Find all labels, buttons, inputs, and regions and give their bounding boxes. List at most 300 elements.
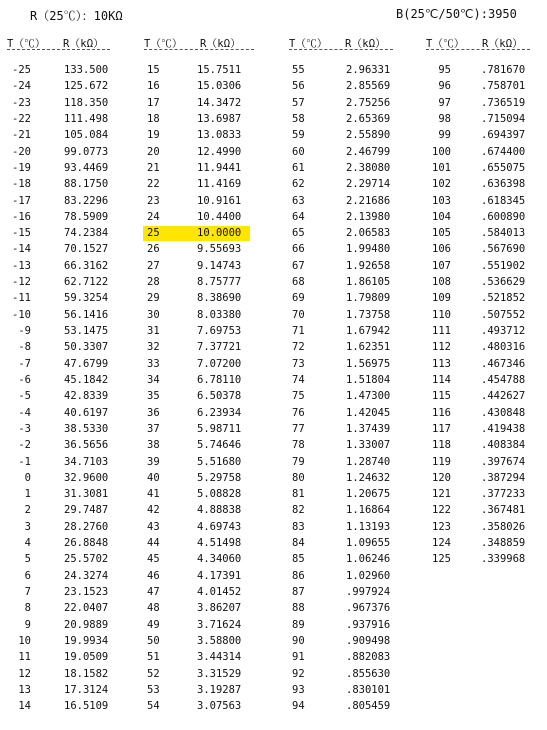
temperature-cell: 67 bbox=[292, 259, 305, 272]
temperature-cell: 116 bbox=[432, 406, 451, 419]
resistance-cell: 16.5109 bbox=[64, 700, 109, 713]
resistance-cell: 29.7487 bbox=[64, 504, 109, 517]
resistance-cell: 105.084 bbox=[64, 129, 109, 142]
temperature-cell: 84 bbox=[292, 537, 305, 550]
temperature-cell: 82 bbox=[292, 504, 305, 517]
temperature-cell: -25 bbox=[12, 64, 31, 76]
temperature-cell: 18 bbox=[147, 112, 160, 125]
resistance-cell: 2.75256 bbox=[346, 96, 391, 109]
resistance-cell: 2.55890 bbox=[346, 129, 391, 142]
temperature-cell: 102 bbox=[432, 178, 451, 191]
resistance-cell: 4.51498 bbox=[197, 537, 242, 550]
temperature-cell: 65 bbox=[292, 227, 305, 240]
resistance-cell: .387294 bbox=[481, 471, 526, 484]
resistance-cell: .551902 bbox=[481, 259, 526, 272]
resistance-cell: 70.1527 bbox=[64, 243, 109, 256]
resistance-cell: 2.96331 bbox=[346, 64, 391, 76]
resistance-cell: 25.5702 bbox=[64, 553, 109, 566]
resistance-cell: .430848 bbox=[481, 406, 526, 419]
temperature-cell: -19 bbox=[12, 161, 31, 174]
resistance-cell: 4.34060 bbox=[197, 553, 242, 566]
temperature-cell: -16 bbox=[12, 210, 31, 223]
resistance-cell: 11.9441 bbox=[197, 161, 242, 174]
temperature-cell: 54 bbox=[147, 700, 160, 713]
resistance-cell: 31.3081 bbox=[64, 488, 109, 501]
resistance-cell: 1.56975 bbox=[346, 357, 391, 370]
resistance-cell: 23.1523 bbox=[64, 586, 109, 598]
resistance-cell: 2.46799 bbox=[346, 145, 391, 158]
temperature-cell: 2 bbox=[24, 504, 31, 517]
temperature-cell: 23 bbox=[147, 194, 160, 207]
resistance-cell: 32.9600 bbox=[64, 471, 109, 484]
temperature-cell: 57 bbox=[292, 96, 305, 109]
temperature-cell: 122 bbox=[432, 504, 451, 517]
temperature-cell: 79 bbox=[292, 455, 305, 468]
resistance-header: R（kΩ） bbox=[200, 38, 241, 50]
resistance-cell: 10.9161 bbox=[197, 194, 242, 207]
resistance-cell: 24.3274 bbox=[64, 569, 109, 582]
resistance-cell: 1.79809 bbox=[346, 292, 391, 305]
resistance-cell: 7.07200 bbox=[197, 357, 242, 370]
resistance-cell: 1.06246 bbox=[346, 553, 391, 566]
header-divider bbox=[144, 49, 254, 50]
temperature-cell: 114 bbox=[432, 373, 451, 386]
resistance-cell: .367481 bbox=[481, 504, 526, 517]
temperature-cell: 73 bbox=[292, 357, 305, 370]
temperature-cell: 48 bbox=[147, 602, 160, 615]
resistance-cell: 3.71624 bbox=[197, 618, 242, 631]
temperature-cell: 43 bbox=[147, 520, 160, 533]
temperature-cell: 115 bbox=[432, 390, 451, 403]
temperature-cell: 105 bbox=[432, 227, 451, 240]
temperature-cell: 49 bbox=[147, 618, 160, 631]
temperature-cell: 110 bbox=[432, 308, 451, 321]
resistance-cell: 56.1416 bbox=[64, 308, 109, 321]
temperature-cell: 99 bbox=[438, 129, 451, 142]
resistance-cell: 4.88838 bbox=[197, 504, 242, 517]
temperature-header: T（℃） bbox=[7, 38, 46, 50]
temperature-cell: 93 bbox=[292, 683, 305, 696]
temperature-cell: 3 bbox=[24, 520, 31, 533]
resistance-cell: 125.672 bbox=[64, 80, 109, 93]
resistance-cell: 118.350 bbox=[64, 96, 109, 109]
resistance-cell: 14.3472 bbox=[197, 96, 242, 109]
resistance-cell: .584013 bbox=[481, 227, 526, 240]
resistance-cell: 11.4169 bbox=[197, 178, 242, 191]
resistance-cell: 2.13980 bbox=[346, 210, 391, 223]
resistance-cell: 17.3124 bbox=[64, 683, 109, 696]
temperature-cell: 26 bbox=[147, 243, 160, 256]
temperature-cell: 61 bbox=[292, 161, 305, 174]
temperature-cell: 70 bbox=[292, 308, 305, 321]
temperature-cell: -11 bbox=[12, 292, 31, 305]
temperature-cell: 125 bbox=[432, 553, 451, 566]
resistance-cell: .655075 bbox=[481, 161, 526, 174]
resistance-cell: .882083 bbox=[346, 651, 391, 664]
resistance-cell: 38.5330 bbox=[64, 422, 109, 435]
temperature-cell: 1 bbox=[24, 488, 31, 501]
temperature-cell: 6 bbox=[24, 569, 31, 582]
resistance-cell: .348859 bbox=[481, 537, 526, 550]
temperature-cell: 32 bbox=[147, 341, 160, 354]
temperature-cell: 14 bbox=[18, 700, 31, 713]
resistance-cell: .358026 bbox=[481, 520, 526, 533]
temperature-cell: 12 bbox=[18, 667, 31, 680]
temperature-cell: 68 bbox=[292, 276, 305, 289]
resistance-cell: .736519 bbox=[481, 96, 526, 109]
temperature-cell: 101 bbox=[432, 161, 451, 174]
temperature-cell: 13 bbox=[18, 683, 31, 696]
resistance-cell: 62.7122 bbox=[64, 276, 109, 289]
resistance-cell: 1.16864 bbox=[346, 504, 391, 517]
resistance-cell: 59.3254 bbox=[64, 292, 109, 305]
resistance-cell: 5.08828 bbox=[197, 488, 242, 501]
temperature-cell: 29 bbox=[147, 292, 160, 305]
temperature-cell: 97 bbox=[438, 96, 451, 109]
resistance-cell: 3.31529 bbox=[197, 667, 242, 680]
resistance-cell: .600890 bbox=[481, 210, 526, 223]
resistance-cell: 20.9889 bbox=[64, 618, 109, 631]
resistance-cell: 22.0407 bbox=[64, 602, 109, 615]
resistance-cell: .521852 bbox=[481, 292, 526, 305]
temperature-cell: 86 bbox=[292, 569, 305, 582]
temperature-cell: 104 bbox=[432, 210, 451, 223]
resistance-cell: 1.37439 bbox=[346, 422, 391, 435]
temperature-cell: -15 bbox=[12, 227, 31, 240]
temperature-cell: 40 bbox=[147, 471, 160, 484]
resistance-cell: 1.92658 bbox=[346, 259, 391, 272]
temperature-cell: 25 bbox=[147, 227, 160, 240]
resistance-cell: 88.1750 bbox=[64, 178, 109, 191]
temperature-cell: 9 bbox=[24, 618, 31, 631]
temperature-cell: 60 bbox=[292, 145, 305, 158]
resistance-cell: 53.1475 bbox=[64, 325, 109, 337]
temperature-cell: -8 bbox=[18, 341, 31, 354]
temperature-cell: -17 bbox=[12, 194, 31, 207]
temperature-cell: 117 bbox=[432, 422, 451, 435]
temperature-cell: 44 bbox=[147, 537, 160, 550]
temperature-header: T（℃） bbox=[144, 38, 183, 50]
temperature-cell: 15 bbox=[147, 64, 160, 76]
temperature-cell: 63 bbox=[292, 194, 305, 207]
resistance-cell: .855630 bbox=[346, 667, 391, 680]
resistance-cell: 10.0000 bbox=[197, 227, 242, 240]
resistance-cell: 3.19287 bbox=[197, 683, 242, 696]
temperature-cell: 28 bbox=[147, 276, 160, 289]
resistance-cell: .480316 bbox=[481, 341, 526, 354]
resistance-cell: .830101 bbox=[346, 683, 391, 696]
resistance-cell: 42.8339 bbox=[64, 390, 109, 403]
resistance-cell: 4.69743 bbox=[197, 520, 242, 533]
temperature-cell: 123 bbox=[432, 520, 451, 533]
temperature-cell: -9 bbox=[18, 325, 31, 337]
resistance-cell: 19.9934 bbox=[64, 634, 109, 647]
resistance-cell: 111.498 bbox=[64, 112, 109, 125]
resistance-cell: .967376 bbox=[346, 602, 391, 615]
resistance-cell: 1.73758 bbox=[346, 308, 391, 321]
temperature-cell: 59 bbox=[292, 129, 305, 142]
resistance-cell: .636398 bbox=[481, 178, 526, 191]
resistance-cell: 2.29714 bbox=[346, 178, 391, 191]
resistance-cell: 1.33007 bbox=[346, 439, 391, 452]
resistance-cell: 9.14743 bbox=[197, 259, 242, 272]
temperature-cell: 87 bbox=[292, 586, 305, 598]
temperature-cell: -4 bbox=[18, 406, 31, 419]
temperature-cell: 72 bbox=[292, 341, 305, 354]
resistance-cell: 15.7511 bbox=[197, 64, 242, 76]
temperature-cell: 19 bbox=[147, 129, 160, 142]
resistance-cell: .997924 bbox=[346, 586, 391, 598]
resistance-cell: 1.47300 bbox=[346, 390, 391, 403]
temperature-cell: -20 bbox=[12, 145, 31, 158]
temperature-cell: 10 bbox=[18, 634, 31, 647]
temperature-cell: 45 bbox=[147, 553, 160, 566]
temperature-cell: 4 bbox=[24, 537, 31, 550]
temperature-cell: 94 bbox=[292, 700, 305, 713]
resistance-cell: .781670 bbox=[481, 64, 526, 76]
resistance-cell: 74.2384 bbox=[64, 227, 109, 240]
temperature-cell: 112 bbox=[432, 341, 451, 354]
resistance-cell: 50.3307 bbox=[64, 341, 109, 354]
temperature-cell: 71 bbox=[292, 325, 305, 337]
temperature-cell: 24 bbox=[147, 210, 160, 223]
resistance-cell: 40.6197 bbox=[64, 406, 109, 419]
resistance-cell: .339968 bbox=[481, 553, 526, 566]
resistance-cell: 3.86207 bbox=[197, 602, 242, 615]
temperature-cell: 64 bbox=[292, 210, 305, 223]
resistance-cell: 1.86105 bbox=[346, 276, 391, 289]
temperature-cell: -13 bbox=[12, 259, 31, 272]
temperature-cell: -7 bbox=[18, 357, 31, 370]
resistance-cell: 36.5656 bbox=[64, 439, 109, 452]
temperature-cell: -23 bbox=[12, 96, 31, 109]
temperature-header: T（℃） bbox=[289, 38, 328, 50]
resistance-cell: 13.0833 bbox=[197, 129, 242, 142]
temperature-cell: -6 bbox=[18, 373, 31, 386]
temperature-cell: -3 bbox=[18, 422, 31, 435]
resistance-cell: .567690 bbox=[481, 243, 526, 256]
resistance-cell: 8.75777 bbox=[197, 276, 242, 289]
temperature-cell: 33 bbox=[147, 357, 160, 370]
nominal-resistance-label: R（25℃）：10KΩ bbox=[30, 9, 123, 23]
resistance-cell: 5.74646 bbox=[197, 439, 242, 452]
temperature-cell: 56 bbox=[292, 80, 305, 93]
temperature-cell: 74 bbox=[292, 373, 305, 386]
temperature-cell: 107 bbox=[432, 259, 451, 272]
resistance-cell: 1.09655 bbox=[346, 537, 391, 550]
resistance-cell: 7.69753 bbox=[197, 325, 242, 337]
resistance-cell: 1.28740 bbox=[346, 455, 391, 468]
temperature-cell: 55 bbox=[292, 64, 305, 76]
resistance-cell: 1.42045 bbox=[346, 406, 391, 419]
resistance-cell: 78.5909 bbox=[64, 210, 109, 223]
temperature-cell: -1 bbox=[18, 455, 31, 468]
temperature-cell: 91 bbox=[292, 651, 305, 664]
temperature-cell: 47 bbox=[147, 586, 160, 598]
temperature-cell: 95 bbox=[438, 64, 451, 76]
resistance-cell: .419438 bbox=[481, 422, 526, 435]
temperature-cell: 76 bbox=[292, 406, 305, 419]
temperature-cell: 111 bbox=[432, 325, 451, 337]
resistance-cell: 15.0306 bbox=[197, 80, 242, 93]
temperature-cell: -21 bbox=[12, 129, 31, 142]
resistance-cell: 34.7103 bbox=[64, 455, 109, 468]
temperature-cell: 21 bbox=[147, 161, 160, 174]
temperature-cell: -10 bbox=[12, 308, 31, 321]
resistance-cell: 1.13193 bbox=[346, 520, 391, 533]
temperature-cell: 0 bbox=[24, 471, 31, 484]
temperature-cell: 36 bbox=[147, 406, 160, 419]
temperature-cell: -2 bbox=[18, 439, 31, 452]
temperature-cell: 41 bbox=[147, 488, 160, 501]
temperature-cell: -12 bbox=[12, 276, 31, 289]
resistance-cell: 83.2296 bbox=[64, 194, 109, 207]
temperature-cell: 103 bbox=[432, 194, 451, 207]
temperature-cell: 58 bbox=[292, 112, 305, 125]
temperature-cell: -14 bbox=[12, 243, 31, 256]
resistance-cell: 8.38690 bbox=[197, 292, 242, 305]
resistance-cell: 19.0509 bbox=[64, 651, 109, 664]
temperature-cell: 75 bbox=[292, 390, 305, 403]
temperature-cell: 113 bbox=[432, 357, 451, 370]
resistance-cell: .397674 bbox=[481, 455, 526, 468]
resistance-cell: .454788 bbox=[481, 373, 526, 386]
resistance-cell: 1.20675 bbox=[346, 488, 391, 501]
temperature-cell: 118 bbox=[432, 439, 451, 452]
resistance-cell: 2.06583 bbox=[346, 227, 391, 240]
temperature-cell: 92 bbox=[292, 667, 305, 680]
resistance-cell: 7.37721 bbox=[197, 341, 242, 354]
resistance-cell: .758701 bbox=[481, 80, 526, 93]
temperature-cell: 85 bbox=[292, 553, 305, 566]
temperature-cell: 77 bbox=[292, 422, 305, 435]
resistance-header: R（kΩ） bbox=[63, 38, 104, 50]
temperature-cell: 62 bbox=[292, 178, 305, 191]
resistance-cell: 2.38080 bbox=[346, 161, 391, 174]
resistance-cell: .408384 bbox=[481, 439, 526, 452]
resistance-cell: 12.4990 bbox=[197, 145, 242, 158]
resistance-cell: 5.98711 bbox=[197, 422, 242, 435]
resistance-cell: 1.62351 bbox=[346, 341, 391, 354]
resistance-cell: 3.44314 bbox=[197, 651, 242, 664]
resistance-cell: .442627 bbox=[481, 390, 526, 403]
temperature-cell: 98 bbox=[438, 112, 451, 125]
resistance-cell: .618345 bbox=[481, 194, 526, 207]
resistance-cell: 2.21686 bbox=[346, 194, 391, 207]
resistance-cell: 1.67942 bbox=[346, 325, 391, 337]
resistance-cell: 9.55693 bbox=[197, 243, 242, 256]
temperature-cell: 39 bbox=[147, 455, 160, 468]
resistance-cell: .715094 bbox=[481, 112, 526, 125]
temperature-cell: 38 bbox=[147, 439, 160, 452]
temperature-cell: 11 bbox=[18, 651, 31, 664]
temperature-cell: 52 bbox=[147, 667, 160, 680]
header-divider bbox=[289, 49, 393, 50]
temperature-cell: 83 bbox=[292, 520, 305, 533]
temperature-cell: -5 bbox=[18, 390, 31, 403]
resistance-cell: .536629 bbox=[481, 276, 526, 289]
resistance-cell: .507552 bbox=[481, 308, 526, 321]
resistance-cell: 3.07563 bbox=[197, 700, 242, 713]
temperature-cell: 109 bbox=[432, 292, 451, 305]
resistance-cell: 4.17391 bbox=[197, 569, 242, 582]
resistance-header: R（kΩ） bbox=[482, 38, 523, 50]
resistance-header: R（kΩ） bbox=[345, 38, 386, 50]
temperature-cell: 81 bbox=[292, 488, 305, 501]
temperature-cell: 120 bbox=[432, 471, 451, 484]
temperature-cell: 37 bbox=[147, 422, 160, 435]
temperature-cell: 90 bbox=[292, 634, 305, 647]
resistance-cell: 45.1842 bbox=[64, 373, 109, 386]
resistance-cell: .909498 bbox=[346, 634, 391, 647]
header-divider bbox=[7, 49, 110, 50]
resistance-cell: 26.8848 bbox=[64, 537, 109, 550]
temperature-cell: 100 bbox=[432, 145, 451, 158]
resistance-cell: 93.4469 bbox=[64, 161, 109, 174]
temperature-cell: 35 bbox=[147, 390, 160, 403]
temperature-cell: 5 bbox=[24, 553, 31, 566]
resistance-cell: 1.99480 bbox=[346, 243, 391, 256]
temperature-cell: 121 bbox=[432, 488, 451, 501]
resistance-cell: 1.02960 bbox=[346, 569, 391, 582]
resistance-cell: 10.4400 bbox=[197, 210, 242, 223]
temperature-cell: 16 bbox=[147, 80, 160, 93]
temperature-cell: 34 bbox=[147, 373, 160, 386]
temperature-cell: 27 bbox=[147, 259, 160, 272]
temperature-header: T（℃） bbox=[426, 38, 465, 50]
resistance-cell: .493712 bbox=[481, 325, 526, 337]
temperature-cell: 80 bbox=[292, 471, 305, 484]
temperature-cell: 96 bbox=[438, 80, 451, 93]
resistance-cell: .694397 bbox=[481, 129, 526, 142]
resistance-cell: 3.58800 bbox=[197, 634, 242, 647]
resistance-cell: 5.29758 bbox=[197, 471, 242, 484]
b-value-label: B(25℃/50℃):3950 bbox=[396, 7, 517, 21]
temperature-cell: -22 bbox=[12, 112, 31, 125]
resistance-cell: .674400 bbox=[481, 145, 526, 158]
temperature-cell: 78 bbox=[292, 439, 305, 452]
temperature-cell: 53 bbox=[147, 683, 160, 696]
resistance-cell: 66.3162 bbox=[64, 259, 109, 272]
resistance-cell: 6.78110 bbox=[197, 373, 242, 386]
resistance-cell: 28.2760 bbox=[64, 520, 109, 533]
temperature-cell: 108 bbox=[432, 276, 451, 289]
temperature-cell: 66 bbox=[292, 243, 305, 256]
temperature-cell: 30 bbox=[147, 308, 160, 321]
temperature-cell: 124 bbox=[432, 537, 451, 550]
temperature-cell: 7 bbox=[24, 586, 31, 598]
header-divider bbox=[426, 49, 530, 50]
temperature-cell: 69 bbox=[292, 292, 305, 305]
resistance-cell: 2.85569 bbox=[346, 80, 391, 93]
resistance-cell: 4.01452 bbox=[197, 586, 242, 598]
temperature-cell: 20 bbox=[147, 145, 160, 158]
temperature-cell: 17 bbox=[147, 96, 160, 109]
resistance-cell: 6.50378 bbox=[197, 390, 242, 403]
resistance-cell: 18.1582 bbox=[64, 667, 109, 680]
resistance-cell: 5.51680 bbox=[197, 455, 242, 468]
temperature-cell: 106 bbox=[432, 243, 451, 256]
resistance-cell: .805459 bbox=[346, 700, 391, 713]
resistance-cell: 99.0773 bbox=[64, 145, 109, 158]
temperature-cell: 31 bbox=[147, 325, 160, 337]
temperature-cell: 46 bbox=[147, 569, 160, 582]
temperature-cell: -24 bbox=[12, 80, 31, 93]
resistance-cell: .467346 bbox=[481, 357, 526, 370]
temperature-cell: 42 bbox=[147, 504, 160, 517]
resistance-cell: 1.51804 bbox=[346, 373, 391, 386]
temperature-cell: 119 bbox=[432, 455, 451, 468]
